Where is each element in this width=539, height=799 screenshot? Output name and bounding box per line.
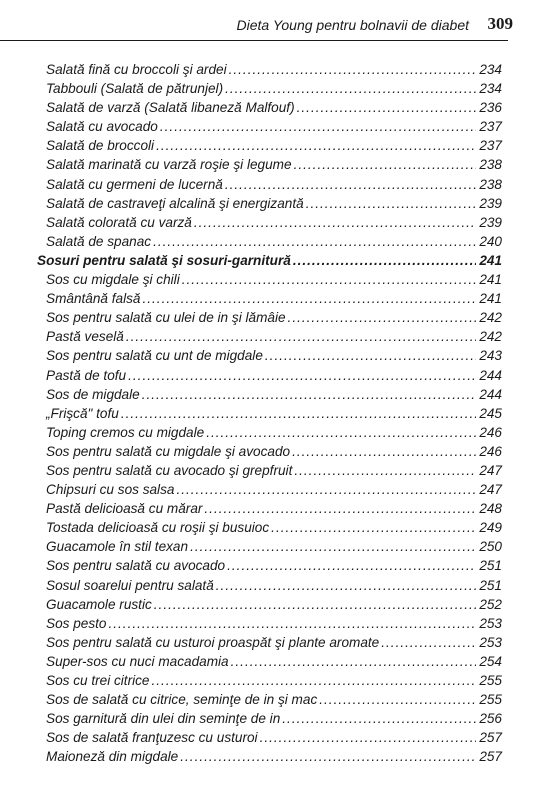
toc-entry-page: 257 bbox=[479, 730, 502, 746]
toc-entry bbox=[46, 633, 502, 652]
toc-entry bbox=[46, 289, 502, 308]
toc-entry bbox=[46, 461, 502, 480]
dot-leader bbox=[182, 270, 476, 289]
toc-entry-title: Sos pentru salată cu avocado şi grepfruit bbox=[46, 462, 293, 478]
dot-leader bbox=[293, 251, 476, 270]
toc-entry-title: Salată marinată cu varză roşie şi legume bbox=[46, 157, 292, 173]
toc-entry bbox=[46, 327, 502, 346]
toc-entry-title: Toping cremos cu migdale bbox=[46, 424, 205, 440]
toc-section-heading bbox=[37, 251, 502, 270]
toc-entry-title: Salată de varză (Salată libaneză Malfouf) bbox=[46, 100, 295, 116]
toc-entry bbox=[46, 480, 502, 499]
toc-entry bbox=[46, 614, 502, 633]
dot-leader bbox=[229, 60, 476, 79]
toc-entry-title: Sos pentru salată cu ulei de in şi lămâie bbox=[46, 310, 286, 326]
toc-entry bbox=[46, 366, 502, 385]
toc-entry-page: 255 bbox=[479, 692, 502, 708]
toc-entry-page: 238 bbox=[479, 176, 502, 192]
toc-entry bbox=[46, 60, 502, 79]
running-title: Dieta Young pentru bolnavii de diabet bbox=[236, 17, 469, 33]
toc-entry bbox=[46, 423, 502, 442]
toc-entry-page: 238 bbox=[479, 157, 502, 173]
toc-entry-page: 237 bbox=[479, 119, 502, 135]
dot-leader bbox=[190, 537, 476, 556]
toc-entry-title: Sos pentru salată cu avocado bbox=[46, 558, 226, 574]
toc-entry-page: 244 bbox=[479, 367, 502, 383]
dot-leader bbox=[225, 79, 476, 98]
toc-entry bbox=[46, 652, 502, 671]
dot-leader bbox=[153, 232, 476, 251]
dot-leader bbox=[288, 308, 476, 327]
dot-leader bbox=[206, 423, 476, 442]
toc-entry-title: Chipsuri cu sos salsa bbox=[46, 482, 175, 498]
dot-leader bbox=[204, 499, 476, 518]
toc-entry bbox=[46, 117, 502, 136]
toc-entry bbox=[46, 518, 502, 537]
toc-entry bbox=[46, 671, 502, 690]
dot-leader bbox=[381, 633, 476, 652]
toc-entry bbox=[46, 213, 502, 232]
toc-entry-title: Sos de salată franţuzesc cu usturoi bbox=[46, 730, 258, 746]
toc-entry-title: Tabbouli (Salată de pătrunjel) bbox=[46, 81, 224, 97]
toc-entry-page: 247 bbox=[479, 482, 502, 498]
toc-entry-page: 249 bbox=[479, 520, 502, 536]
toc-entry-page: 256 bbox=[479, 711, 502, 727]
dot-leader bbox=[121, 404, 476, 423]
dot-leader bbox=[194, 213, 476, 232]
toc-entry-title: Salată cu germeni de lucernă bbox=[46, 176, 223, 192]
dot-leader bbox=[152, 671, 477, 690]
toc-entry-title: „Frişcă" tofu bbox=[46, 405, 119, 421]
toc-entry bbox=[46, 728, 502, 747]
dot-leader bbox=[142, 289, 476, 308]
toc-entry-page: 253 bbox=[479, 615, 502, 631]
toc-entry-title: Sos de salată cu citrice, seminţe de in şi mac bbox=[46, 692, 318, 708]
toc-entry-page: 253 bbox=[479, 634, 502, 650]
dot-leader bbox=[108, 614, 476, 633]
toc-entry-page: 240 bbox=[479, 233, 502, 249]
toc-entry bbox=[46, 404, 502, 423]
dot-leader bbox=[126, 327, 476, 346]
toc-entry-title: Salată de castraveţi alcalină şi energizantă bbox=[46, 195, 304, 211]
toc-entry-title: Maioneză din migdale bbox=[46, 749, 179, 765]
dot-leader bbox=[142, 385, 476, 404]
toc-entry-title: Salată de broccoli bbox=[46, 138, 155, 154]
toc-entry-title: Pastă veselă bbox=[46, 329, 124, 345]
toc-entry bbox=[46, 79, 502, 98]
toc-entry-title: Guacamole rustic bbox=[46, 596, 152, 612]
dot-leader bbox=[260, 728, 476, 747]
toc-entry-title: Pastă delicioasă cu mărar bbox=[46, 501, 203, 517]
toc-entry bbox=[46, 747, 502, 766]
toc-entry-title: Sos pentru salată cu usturoi proaspăt şi plante aromate bbox=[46, 634, 380, 650]
toc-entry-page: 251 bbox=[479, 577, 502, 593]
toc-entry-title: Sos pentru salată cu unt de migdale bbox=[46, 348, 263, 364]
dot-leader bbox=[265, 346, 476, 365]
toc-entry-page: 246 bbox=[479, 443, 502, 459]
toc-entry bbox=[46, 576, 502, 595]
toc-entry bbox=[46, 537, 502, 556]
dot-leader bbox=[180, 747, 476, 766]
toc-entry-title: Sos pentru salată cu migdale şi avocado bbox=[46, 443, 291, 459]
page-header bbox=[0, 14, 539, 36]
toc-entry bbox=[46, 98, 502, 117]
toc-entry-page: 241 bbox=[479, 272, 502, 288]
toc-entry bbox=[46, 499, 502, 518]
toc-entry bbox=[46, 690, 502, 709]
dot-leader bbox=[156, 136, 476, 155]
toc-entry-page: 243 bbox=[479, 348, 502, 364]
toc-entry-page: 239 bbox=[479, 195, 502, 211]
toc-entry-title: Sos cu migdale şi chili bbox=[46, 272, 180, 288]
toc-entry bbox=[46, 595, 502, 614]
toc-entry bbox=[46, 556, 502, 575]
toc-entry bbox=[46, 194, 502, 213]
toc-entry bbox=[46, 308, 502, 327]
toc-entry-title: Sosul soarelui pentru salată bbox=[46, 577, 214, 593]
toc-entry-title: Salată colorată cu varză bbox=[46, 214, 192, 230]
toc-entry bbox=[46, 136, 502, 155]
toc-entry-page: 239 bbox=[479, 214, 502, 230]
toc-entry bbox=[46, 442, 502, 461]
toc-entry-title: Salată de spanac bbox=[46, 233, 152, 249]
toc-entry-page: 234 bbox=[479, 62, 502, 77]
toc-entry-page: 248 bbox=[479, 501, 502, 517]
toc-entry-title: Sos cu trei citrice bbox=[46, 673, 150, 688]
toc-entry-page: 255 bbox=[479, 673, 502, 688]
toc-entry-title: Smântână falsă bbox=[46, 291, 141, 307]
toc-entry bbox=[46, 232, 502, 251]
toc-entry-title: Sosuri pentru salată şi sosuri-garnitură bbox=[37, 252, 291, 268]
toc-entry-page: 257 bbox=[479, 749, 502, 765]
page-number: 309 bbox=[487, 14, 513, 33]
toc-entry bbox=[46, 709, 502, 728]
toc-entry-page: 251 bbox=[479, 558, 502, 574]
toc-entry bbox=[46, 385, 502, 404]
toc-entry-page: 241 bbox=[479, 252, 502, 268]
dot-leader bbox=[227, 556, 476, 575]
toc-entry-page: 252 bbox=[479, 596, 502, 612]
toc-entry-page: 236 bbox=[479, 100, 502, 116]
toc-entry bbox=[46, 175, 502, 194]
toc-entry-page: 242 bbox=[479, 310, 502, 326]
toc-entry-title: Sos pesto bbox=[46, 615, 107, 631]
toc-entry-title: Super-sos cu nuci macadamia bbox=[46, 653, 229, 669]
dot-leader bbox=[160, 117, 476, 136]
table-of-contents bbox=[37, 60, 502, 766]
toc-entry-page: 245 bbox=[479, 405, 502, 421]
toc-entry-title: Tostada delicioasă cu roşii şi busuioc bbox=[46, 520, 270, 536]
dot-leader bbox=[231, 652, 476, 671]
toc-entry-page: 234 bbox=[479, 81, 502, 97]
dot-leader bbox=[292, 442, 476, 461]
toc-entry bbox=[46, 346, 502, 365]
dot-leader bbox=[294, 461, 476, 480]
toc-entry-page: 246 bbox=[479, 424, 502, 440]
toc-entry-page: 250 bbox=[479, 539, 502, 555]
header-rule bbox=[0, 40, 508, 41]
toc-entry-page: 242 bbox=[479, 329, 502, 345]
toc-entry-title: Salată cu avocado bbox=[46, 119, 158, 135]
toc-entry-title: Sos garnitură din ulei din seminţe de in bbox=[46, 711, 281, 727]
dot-leader bbox=[271, 518, 476, 537]
toc-entry-title: Pastă de tofu bbox=[46, 367, 127, 383]
dot-leader bbox=[225, 175, 476, 194]
toc-entry bbox=[46, 270, 502, 289]
toc-entry-page: 254 bbox=[479, 653, 502, 669]
toc-entry-page: 237 bbox=[479, 138, 502, 154]
toc-entry bbox=[46, 155, 502, 174]
toc-entry-title: Salată fină cu broccoli şi ardei bbox=[46, 62, 227, 77]
dot-leader bbox=[128, 366, 476, 385]
dot-leader bbox=[176, 480, 476, 499]
toc-entry-title: Sos de migdale bbox=[46, 386, 140, 402]
toc-entry-page: 241 bbox=[479, 291, 502, 307]
dot-leader bbox=[306, 194, 476, 213]
toc-entry-page: 247 bbox=[479, 462, 502, 478]
dot-leader bbox=[154, 595, 476, 614]
toc-entry-title: Guacamole în stil texan bbox=[46, 539, 189, 555]
dot-leader bbox=[319, 690, 476, 709]
dot-leader bbox=[294, 155, 476, 174]
dot-leader bbox=[282, 709, 476, 728]
dot-leader bbox=[216, 576, 476, 595]
toc-entry-page: 244 bbox=[479, 386, 502, 402]
dot-leader bbox=[297, 98, 476, 117]
